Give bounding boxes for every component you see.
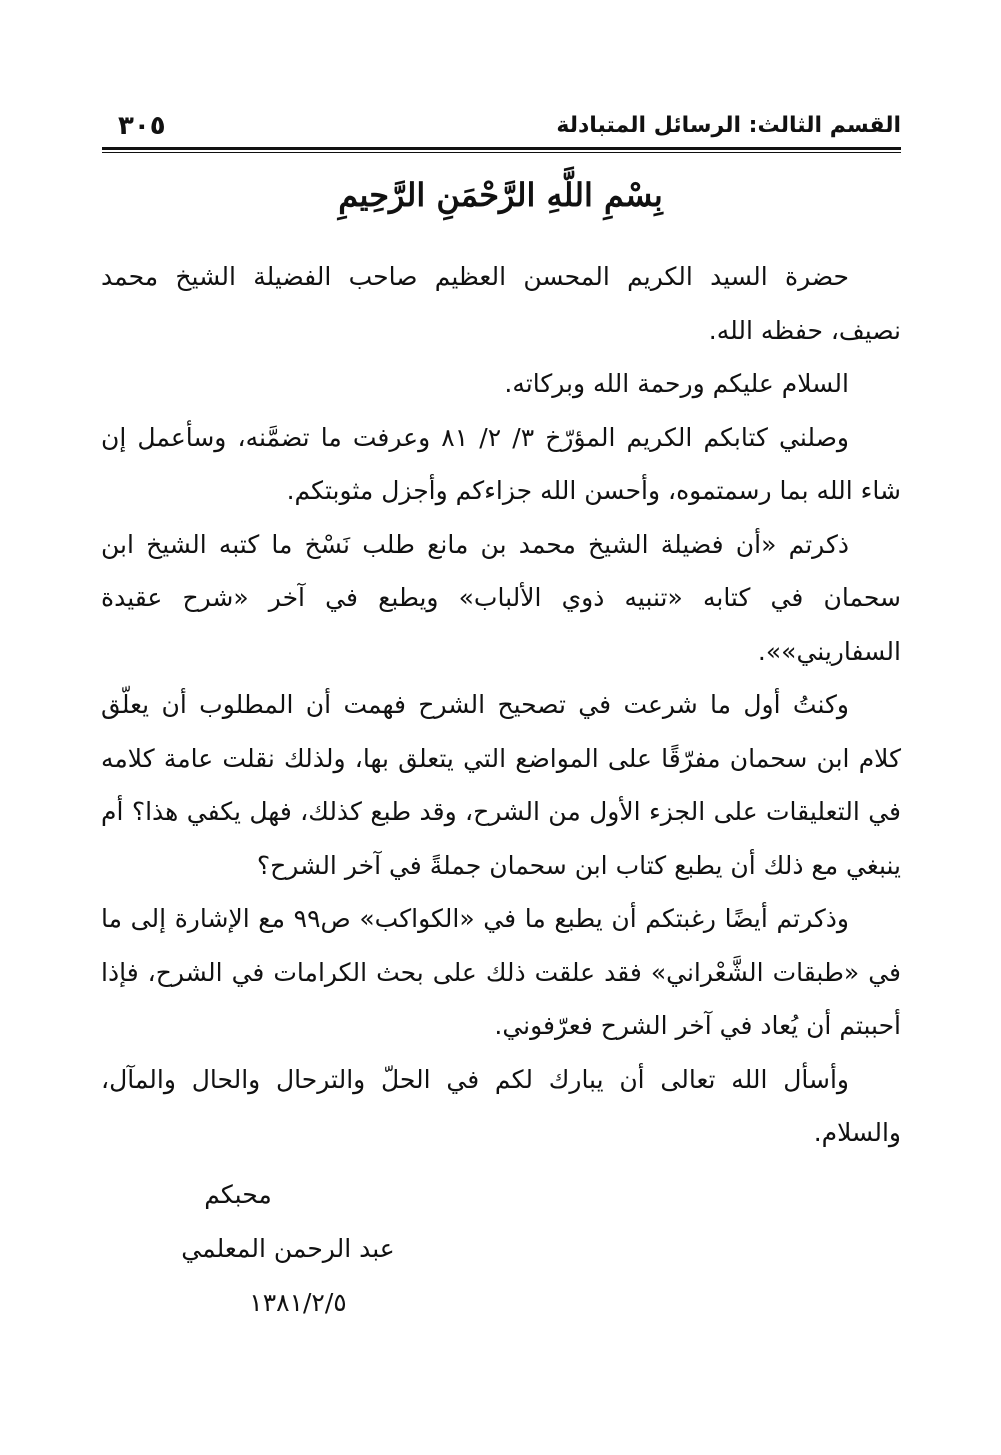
signature-block <box>168 1168 408 1330</box>
header-rule-thin <box>102 152 901 153</box>
signature-closing: محبكم <box>204 1180 272 1209</box>
page-number: ٣٠٥ <box>118 111 166 141</box>
paragraph-request: ذكرتم «أن فضيلة الشيخ محمد بن مانع طلب نَسْخ ما كتبه الشيخ ابن سحمان في كتابه «تنبيه ذوي الألباب» ويطبع في آخر «شرح عقيدة السفاريني»». <box>101 529 901 666</box>
paragraph-acknowledgement: وصلني كتابكم الكريم المؤرّخ ٣/ ٢/ ٨١ وعرفت ما تضمَّنه، وسأعمل إن شاء الله بما رسمتموه، وأحسن الله جزاءكم وأجزل مثوبتكم. <box>101 422 901 505</box>
section-title: القسم الثالث: الرسائل المتبادلة <box>556 113 901 138</box>
paragraph-closing-prayer: وأسأل الله تعالى أن يبارك لكم في الحلّ والترحال والحال والمآل، والسلام. <box>101 1064 901 1147</box>
basmala: بِسْمِ اللَّهِ الرَّحْمَنِ الرَّحِيمِ <box>338 176 663 214</box>
paragraph-kawakib: وذكرتم أيضًا رغبتكم أن يطبع ما في «الكواكب» ص٩٩ مع الإشارة إلى ما في «طبقات الشَّعْراني» فقد علقت ذلك على بحث الكرامات في الشرح، فإذا أحببتم أن يُعاد في آخر الشرح فعرّفوني. <box>101 904 901 1040</box>
paragraph-greeting: السلام عليكم ورحمة الله وبركاته. <box>504 369 849 398</box>
signature-name: عبد الرحمن المعلمي <box>181 1234 395 1263</box>
paragraph-commentary: وكنتُ أول ما شرعت في تصحيح الشرح فهمت أن المطلوب أن يعلّق كلام ابن سحمان مفرّقًا على المواضع التي يتعلق بها، ولذلك نقلت عامة كلامه في التعليقات على الجزء الأول من الشرح، وقد طبع كذلك، فهل يكفي هذا؟ أم ينبغي مع ذلك أن يطبع كتاب ابن سحمان جملةً في آخر الشرح؟ <box>101 690 901 880</box>
paragraph-salutation: حضرة السيد الكريم المحسن العظيم صاحب الفضيلة الشيخ محمد نصيف، حفظه الله. <box>101 262 901 345</box>
running-head <box>118 108 901 144</box>
signature-date: ١٣٨١/٢/٥ <box>249 1288 347 1317</box>
letter-body <box>101 250 901 1160</box>
header-rule <box>102 147 901 150</box>
